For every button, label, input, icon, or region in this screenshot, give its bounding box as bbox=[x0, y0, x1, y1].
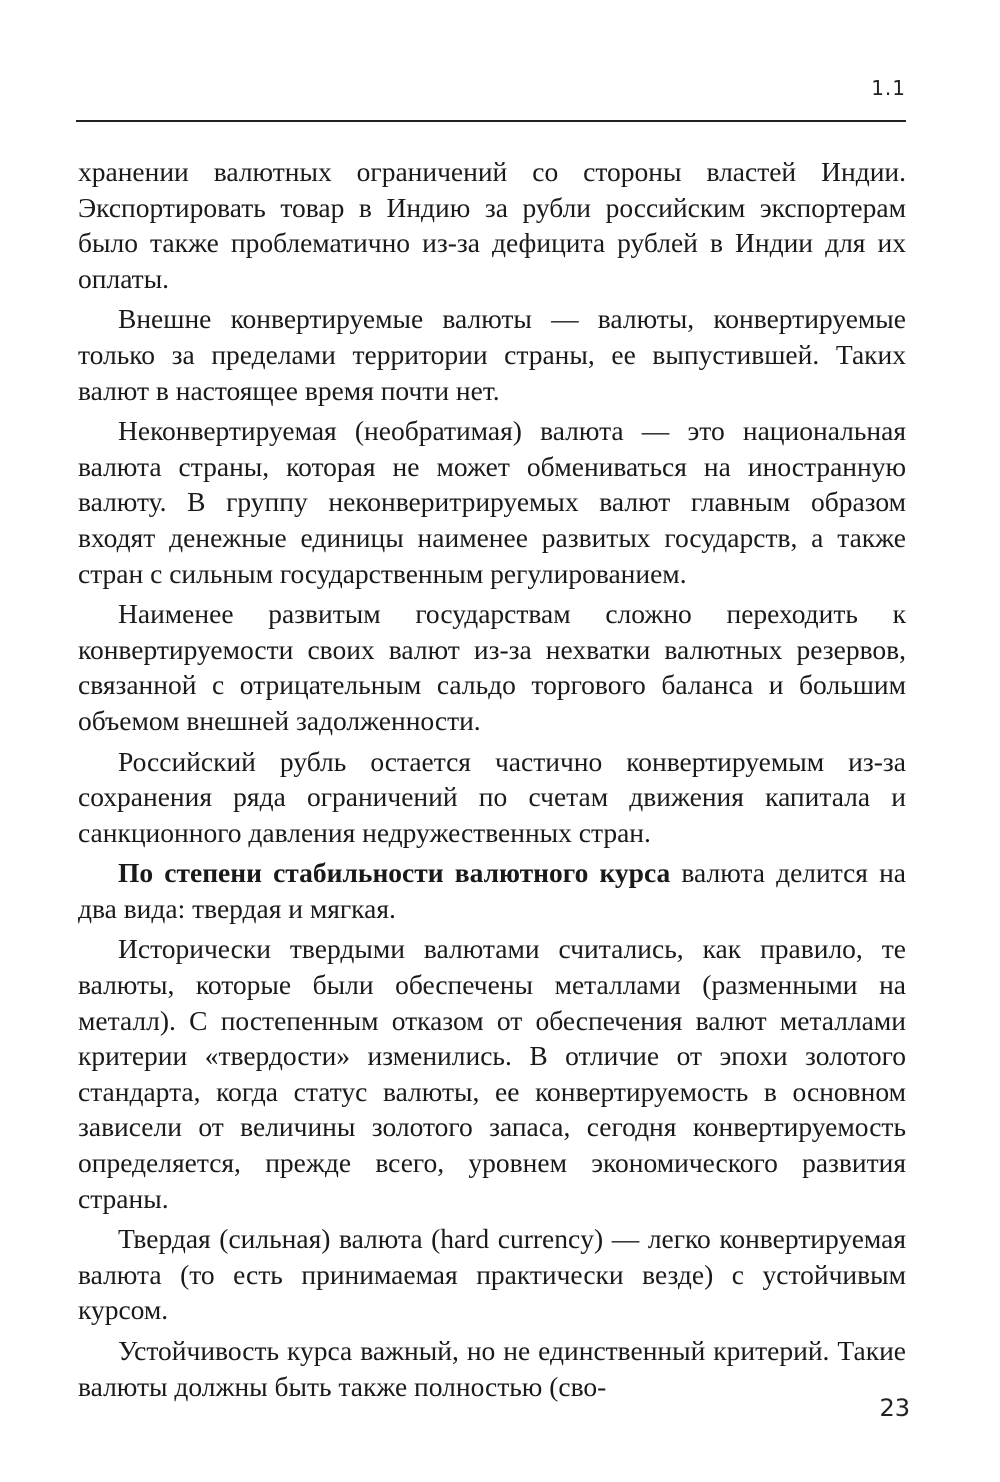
page-header bbox=[76, 0, 906, 124]
section-number: 1.1 bbox=[871, 76, 906, 100]
paragraph: хранении валютных ограничений со стороны властей Индии. Экспортировать товар в Индию за рубли российским экспортерам было также проблематично из-за дефицита рублей в Индии для их оплаты. bbox=[78, 156, 906, 294]
body-text bbox=[78, 154, 906, 1409]
page-number: 23 bbox=[879, 1394, 910, 1422]
paragraph-bold-lead: По степени стабильности валютного курса bbox=[118, 857, 671, 889]
paragraph: Наименее развитым государствам сложно переходить к конвертируемости своих валют из-за нехватки валютных резервов, связанной с отрицательным сальдо торгового баланса и большим объемом внешней задолженности. bbox=[78, 598, 906, 736]
paragraph bbox=[78, 855, 906, 926]
paragraph: Внешне конвертируемые валюты — валюты, конвертируемые только за пределами территории страны, ее выпустившей. Таких валют в настоящее время почти нет. bbox=[78, 303, 906, 406]
header-rule bbox=[76, 120, 906, 122]
paragraph: Российский рубль остается частично конвертируемым из-за сохранения ряда ограничений по счетам движения капитала и санкционного давления недружественных стран. bbox=[78, 745, 906, 848]
paragraph-rest: валюта делится на два вида: твердая и мягкая. bbox=[78, 857, 906, 924]
paragraph: Твердая (сильная) валюта (hard currency) — легко конвертируемая валюта (то есть принимаемая практически везде) с устойчивым курсом. bbox=[78, 1223, 906, 1326]
paragraph: Устойчивость курса важный, но не единственный критерий. Такие валюты должны быть также полностью (сво- bbox=[78, 1335, 906, 1402]
paragraph: Исторически твердыми валютами считались, как правило, те валюты, которые были обеспечены металлами (разменными на металл). С постепенным отказом от обеспечения валют металлами критерии «твердости» изменились. В отличие от эпохи золотого стандарта, когда статус валюты, ее конвертируемость в основном зависели от величины золотого запаса, сегодня конвертируемость определяется, прежде всего, уровнем экономического развития страны. bbox=[78, 933, 906, 1214]
paragraph: Неконвертируемая (необратимая) валюта — это национальная валюта страны, которая не может обмениваться на иностранную валюту. В группу неконверитрируемых валют главным образом входят денежные единицы наименее развитых государств, а также стран с сильным государственным регулированием. bbox=[78, 415, 906, 589]
